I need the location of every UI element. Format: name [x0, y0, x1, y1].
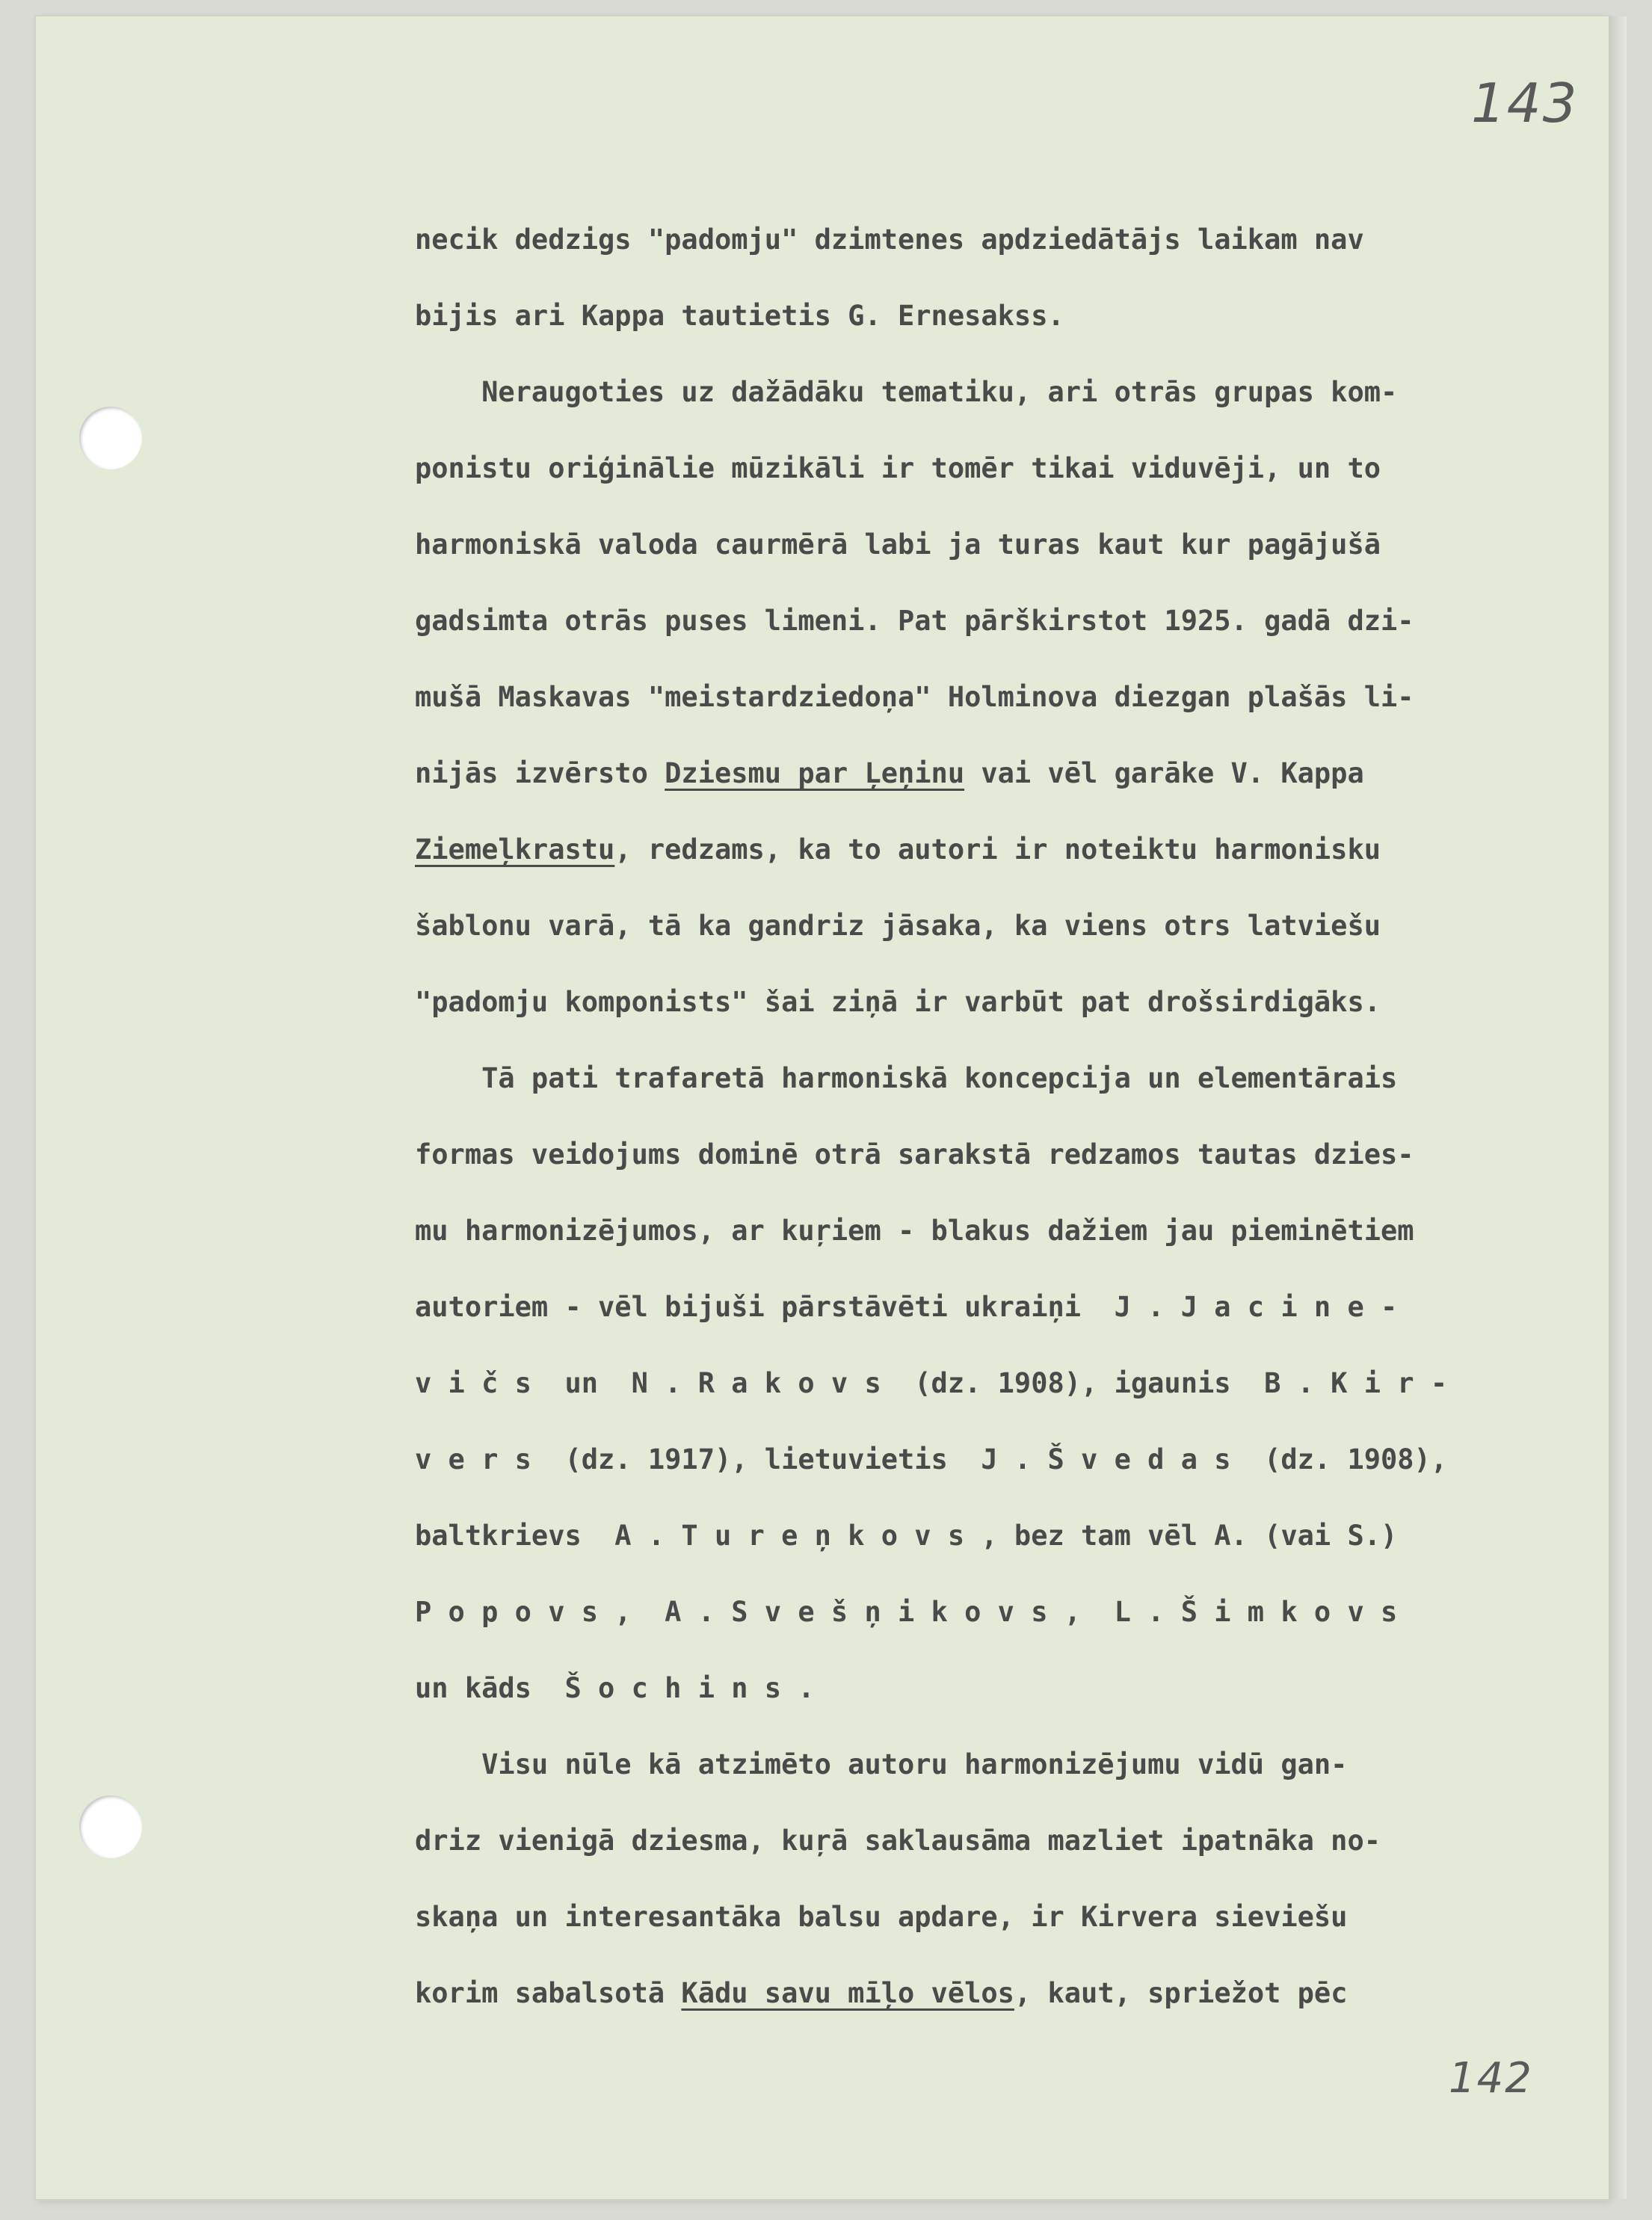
text-segment: , redzams, ka to autori ir noteiktu harmonisku [614, 833, 1381, 866]
text-line [415, 1650, 1581, 1727]
text-line [415, 1803, 1581, 1879]
text-segment: skaņa un interesantāka balsu apdare, ir Kirvera sieviešu [415, 1901, 1348, 1933]
text-segment: baltkrievs A . T u r e ņ k o v s , bez tam vēl A. (vai S.) [415, 1520, 1398, 1552]
text-line [415, 1574, 1581, 1650]
text-line [415, 1345, 1581, 1422]
text-segment: un kāds Š o c h i n s . [415, 1672, 815, 1704]
text-line [415, 278, 1581, 354]
text-line [415, 1193, 1581, 1269]
text-segment: autoriem - vēl bijuši pārstāvēti ukraiņi J . J a c i n e - [415, 1291, 1398, 1323]
text-line [415, 354, 1581, 431]
text-segment: necik dedzigs "padomju" dzimtenes apdziedātājs laikam nav [415, 223, 1364, 256]
text-segment: v i č s un N . R a k o v s (dz. 1908), igaunis B . K i r - [415, 1367, 1448, 1399]
text-line [415, 888, 1581, 964]
text-segment: korim sabalsotā [415, 1977, 682, 2009]
text-line [415, 1269, 1581, 1345]
text-segment: harmoniskā valoda caurmērā labi ja turas kaut kur pagājušā [415, 528, 1381, 561]
text-segment: , kaut, spriežot pēc [1014, 1977, 1348, 2009]
text-line [415, 812, 1581, 888]
text-segment: P o p o v s , A . S v e š ņ i k o v s , L . Š i m k o v s [415, 1596, 1398, 1628]
text-line [415, 659, 1581, 736]
text-segment: nijās izvērsto [415, 757, 665, 789]
text-segment: gadsimta otrās puses limeni. Pat pārškirstot 1925. gadā dzi- [415, 605, 1414, 637]
text-line [415, 1498, 1581, 1574]
punch-hole-top [79, 407, 142, 469]
text-segment: mušā Maskavas "meistardziedoņa" Holminova diezgan plašās li- [415, 681, 1414, 713]
punch-hole-bottom [79, 1795, 142, 1858]
text-line [415, 431, 1581, 507]
text-line [415, 1727, 1581, 1803]
text-line [415, 1040, 1581, 1117]
text-segment: šablonu varā, tā ka gandriz jāsaka, ka viens otrs latviešu [415, 910, 1381, 942]
text-line [415, 1117, 1581, 1193]
text-segment: ponistu oriģinālie mūzikāli ir tomēr tikai viduvēji, un to [415, 452, 1381, 484]
text-segment: Visu nūle kā atzimēto autoru harmonizējumu vidū gan- [415, 1748, 1348, 1780]
text-line [415, 1422, 1581, 1498]
text-segment: driz vienigā dziesma, kuŗā saklausāma mazliet ipatnāka no- [415, 1825, 1381, 1857]
text-segment: bijis ari Kappa tautietis G. Ernesakss. [415, 300, 1064, 332]
text-segment: formas veidojums dominē otrā sarakstā redzamos tautas dzies- [415, 1138, 1414, 1171]
typewritten-text-body [415, 202, 1581, 2032]
text-line [415, 507, 1581, 583]
text-line [415, 583, 1581, 659]
underlined-title: Dziesmu par Ļeņinu [665, 757, 965, 789]
text-line [415, 736, 1581, 812]
text-line [415, 202, 1581, 278]
text-segment: mu harmonizējumos, ar kuŗiem - blakus dažiem jau pieminētiem [415, 1215, 1414, 1247]
text-segment: Neraugoties uz dažādāku tematiku, ari otrās grupas kom- [415, 376, 1398, 408]
underlined-title: Ziemeļkrastu [415, 833, 615, 866]
text-segment: v e r s (dz. 1917), lietuvietis J . Š v e d a s (dz. 1908), [415, 1443, 1448, 1476]
text-segment: "padomju komponists" šai ziņā ir varbūt pat drošsirdigāks. [415, 986, 1381, 1018]
text-segment: vai vēl garāke V. Kappa [964, 757, 1364, 789]
underlined-title: Kādu savu mīļo vēlos [681, 1977, 1014, 2009]
page-number-bottom: 142 [1449, 2054, 1533, 2103]
text-line [415, 1955, 1581, 2032]
text-segment: Tā pati trafaretā harmoniskā koncepcija un elementārais [415, 1062, 1398, 1094]
text-line [415, 1879, 1581, 1955]
page-number-top: 143 [1471, 72, 1579, 135]
text-line [415, 964, 1581, 1040]
